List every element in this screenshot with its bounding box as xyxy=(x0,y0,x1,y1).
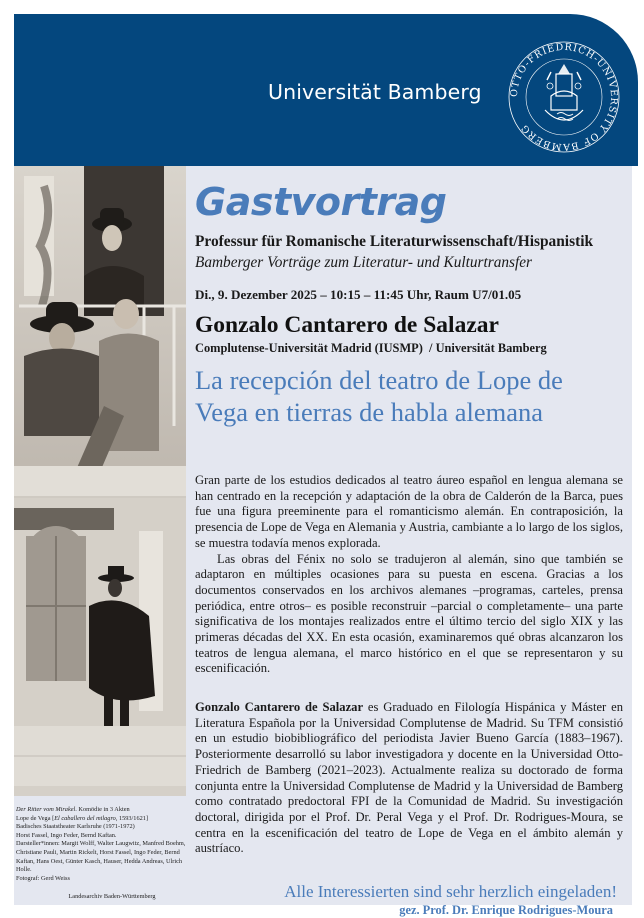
caption-play-title: Der Ritter vom Mirakel. Komödie in 3 Akten xyxy=(16,806,130,813)
bio-text: es Graduado en Filología Hispánica y Máster en Literatura Española por la Universidad Complutense de Madrid. Su TFM consistió en un estudio biobibliográfico del periodista Javier Bueno García (1883–1967). Posteriormente desarrolló su labor investigadora y docente en la Universidad Otto-Friedrich de Bamberg (2021–2023). Actualmente realiza su doctorado de forma conjunta entre la Universidad Complutense de Madrid y la Universidad de Bamberg como contratado predoctoral FPI de la Comunidad de Madrid. Su investigación doctoral, dirigida por el Prof. Dr. Peral Vega y el Prof. Dr. Rodrigues-Moura, se centra en la escenificación del teatro de Lope de Vega en el ámbito alemán y austríaco. xyxy=(195,700,623,856)
chair-name: Professur für Romanische Literaturwissenschaft/Hispanistik xyxy=(195,233,594,250)
caption-original-title: El caballero del milagro xyxy=(54,814,116,822)
caption-cast: Darsteller*innen: Margit Wolff, Walter Laugwitz, Manfred Boehm, Christiane Pauli, Martin Rickelt, Horst Fassel, Ingo Feder, Bernd Kaftan, Hans Oest, Günter Kasch, Hauser, Hedda Andreas, Ulrich Holle. xyxy=(16,840,186,874)
talk-title-line-2: Vega en tierras de habla alemana xyxy=(195,397,543,427)
talk-title xyxy=(195,364,635,428)
university-name: Universität Bamberg xyxy=(268,80,482,104)
content-panel xyxy=(14,166,632,917)
caption-photographer: Fotograf: Gerd Weiss xyxy=(16,874,70,882)
speaker-affiliation: Complutense-Universität Madrid (IUSMP) / Universität Bamberg xyxy=(195,341,547,355)
event-type-title: Gastvortrag xyxy=(195,180,447,224)
svg-text:OTTO-FRIEDRICH-UNIVERSITY OF B: OTTO-FRIEDRICH-UNIVERSITY OF BAMBERG xyxy=(508,41,620,153)
speaker-name: Gonzalo Cantarero de Salazar xyxy=(195,312,499,338)
caption-source: Landesarchiv Baden-Württemberg xyxy=(68,893,156,901)
talk-title-line-1: La recepción del teatro de Lope de xyxy=(195,365,563,395)
signature: gez. Prof. Dr. Enrique Rodrigues-Moura xyxy=(399,903,613,917)
speaker-bio xyxy=(195,700,623,857)
bio-speaker-name: Gonzalo Cantarero de Salazar xyxy=(195,700,364,714)
university-seal-icon xyxy=(507,40,621,154)
caption-staff: Horst Fassel, Ingo Feder, Bernd Kaftan. xyxy=(16,831,117,839)
caption-dates: , 1593/1621] xyxy=(115,814,148,822)
abstract xyxy=(195,473,623,677)
poster xyxy=(14,14,638,917)
lecture-series: Bamberger Vorträge zum Literatur- und Kulturtransfer xyxy=(195,254,532,271)
caption-theatre: Badisches Staatstheater Karlsruhe (1971-1972) xyxy=(16,823,135,831)
date-time-location: Di., 9. Dezember 2025 – 10:15 – 11:45 Uhr, Raum U7/01.05 xyxy=(195,287,522,302)
invitation: Alle Interessierten sind sehr herzlich eingeladen! xyxy=(284,882,617,901)
header-banner xyxy=(14,14,638,166)
abstract-paragraph-2: Las obras del Fénix no solo se tradujeron al alemán, sino que también se adaptaron en múltiples ocasiones para su puesta en escena. Gracias a los documentos conservados en los archivos alemanes –programas, carteles, prensa periódica, entre otros– es posible reconstruir –parcial o completamente– una parte significativa de los montajes realizados entre el último tercio del siglo XIX y las primeras décadas del XX. En esta ocasión, examinaremos qué obras alcanzaron los teatros de lengua alemana, el marco histórico en el que se representaron y su escenificación. xyxy=(195,551,623,676)
photo-caption xyxy=(16,806,194,902)
stage-photo xyxy=(14,166,186,796)
abstract-paragraph-1: Gran parte de los estudios dedicados al teatro áureo español en lengua alemana se han centrado en la recepción y adaptación de la obra de Calderón de la Barca, pues fue una figura preeminente para el romanticismo alemán. En contraposición, la presencia de Lope de Vega en Alemania y Austria, cambiante a lo largo de los siglos, se muestra todavía menos explorada. xyxy=(195,473,623,550)
caption-author: Lope de Vega [ xyxy=(16,814,55,822)
